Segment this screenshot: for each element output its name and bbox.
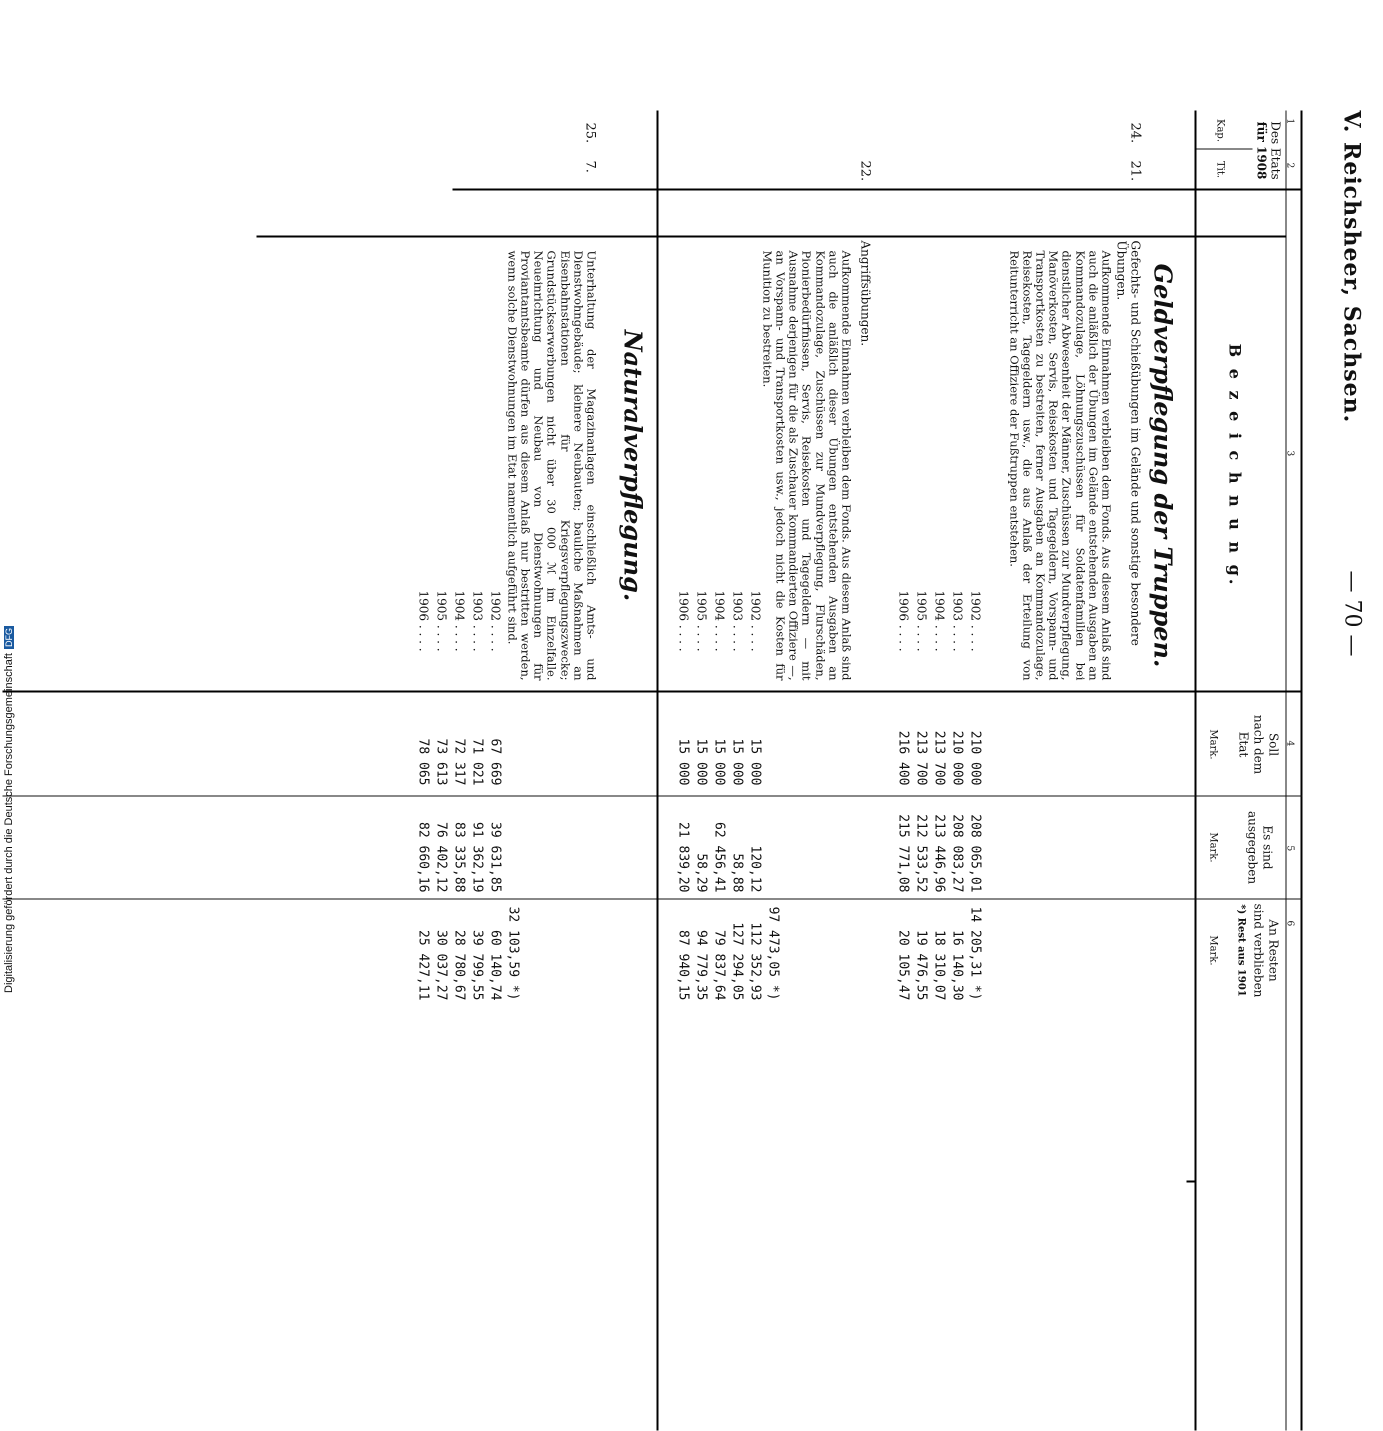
soll-value: 15 000 xyxy=(711,738,727,786)
rule-col4 xyxy=(3,691,1303,693)
soll-value: 213 700 xyxy=(931,730,947,786)
soll-value: 67 669 xyxy=(487,738,503,786)
year-label: 1903 . . . . xyxy=(950,590,965,652)
dfg-logo: DFG xyxy=(4,628,14,648)
dfg-credit xyxy=(2,600,16,1000)
head-des-etats: Des Etats xyxy=(1268,121,1283,180)
rest-value: 60 140,74 xyxy=(487,930,503,1001)
soll-value: 78 065 xyxy=(415,738,431,786)
year-label: 1906 . . . . xyxy=(896,590,911,652)
rest-value: 14 205,31 *) xyxy=(967,906,983,1001)
rule-colnum xyxy=(1286,111,1287,1431)
year-label: 1902 . . . . xyxy=(488,590,503,652)
rule-kap-tit xyxy=(453,189,1303,191)
ausg-value: 82 660,16 xyxy=(415,822,431,893)
entry-text: Unterhaltung der Magazinanlagen einschließlich Amts- und Dienstwohngebäude; kleinere Neubauten; bauliche Maßnahmen an Eisenbahnstationen für Kriegsverpflegungszwecke; Grundstückserwerbungen nicht über 30 000 ℳ im Einzelfalle. Neueinrichtung und Neubau von Dienstwohnungen für Proviantamtsbeamte dürfen aus diesem Anlaß nur bestritten werden, wenn solche Dienstwohnungen im Etat namentlich aufgeführt sind. xyxy=(505,250,599,681)
document-page xyxy=(0,51,1383,1001)
rest-value: 32 103,59 *) xyxy=(505,906,521,1001)
section-naturalverpflegung: Naturalverpflegung. xyxy=(618,329,648,602)
ausg-value: 58,29 xyxy=(693,853,709,893)
head-soll-1: Soll xyxy=(1266,732,1281,757)
year-label: 1902 . . . . xyxy=(968,590,983,652)
rest-value: 112 352,93 xyxy=(747,922,763,1001)
ausg-value: 91 362,19 xyxy=(469,822,485,893)
year-label: 1906 . . . . xyxy=(676,590,691,652)
year-label: 1905 . . . . xyxy=(434,590,449,652)
head-soll-unit: Mark. xyxy=(1207,729,1219,760)
ausg-value: 76 402,12 xyxy=(433,822,449,893)
head-ausg-unit: Mark. xyxy=(1207,832,1219,863)
tit-number: 22. xyxy=(857,160,873,182)
ausg-value: 39 631,85 xyxy=(487,822,503,893)
kap-number: 24. xyxy=(1127,122,1143,144)
rest-value: 19 476,55 xyxy=(913,930,929,1001)
year-label: 1903 . . . . xyxy=(730,590,745,652)
col-number-3: 3 xyxy=(1284,450,1295,457)
ausg-value: 62 456,41 xyxy=(711,822,727,893)
rest-value: 39 799,55 xyxy=(469,930,485,1001)
ausg-value: 213 446,96 xyxy=(931,814,947,893)
rest-value: 25 427,11 xyxy=(415,930,431,1001)
head-ausg-1: Es sind xyxy=(1260,825,1275,870)
year-label: 1904 . . . . xyxy=(932,590,947,652)
entry-title: Angriffsübungen. xyxy=(858,240,873,347)
ausg-value: 208 083,27 xyxy=(949,814,965,893)
year-label: 1904 . . . . xyxy=(452,590,467,652)
tit-number: 7. xyxy=(582,160,598,173)
head-rest-2: sind verblieben xyxy=(1251,903,1266,998)
soll-value: 72 317 xyxy=(451,738,467,786)
rule-col5 xyxy=(3,796,1303,797)
ausg-value: 208 065,01 xyxy=(967,814,983,893)
entry-text: Aufkommende Einnahmen verbleiben dem Fonds. Aus diesem Anlaß sind auch die anläßlich der Übungen im Gelände entstehenden Ausgaben an Kommandozulage, Löhnungszuschüssen für Soldatenfamilien bei dienstlicher Abwesenheit der Männer, Zuschüssen zur Mundverpflegung, Manöverkosten, Servis, Reisekosten und Tagegeldern, Vorspann- und Transportkosten zu bestreiten, ferner Ausgaben an Kommandozulage, Reisekosten, Tagegeldern usw., die aus Anlaß der Erteilung von Reitunterricht an Offiziere der Fußtruppen entstehen. xyxy=(1007,250,1114,681)
page-number: — 70 — xyxy=(1339,570,1365,657)
col-number-2: 2 xyxy=(1284,162,1295,169)
soll-value: 210 000 xyxy=(967,730,983,786)
year-label: 1903 . . . . xyxy=(470,590,485,652)
rule-text-start xyxy=(257,236,1287,238)
head-fuer-1908: für 1908 xyxy=(1254,121,1269,180)
head-rest-unit: Mark. xyxy=(1207,935,1219,966)
rule-top xyxy=(1301,111,1303,1431)
ausg-value: 120,12 xyxy=(747,845,763,893)
year-label: 1902 . . . . xyxy=(748,590,763,652)
section-geldverpflegung: Geldverpflegung der Truppen. xyxy=(1148,263,1178,668)
rule-col6 xyxy=(3,899,1303,900)
dfg-credit-text: Digitalisierung gefördert durch die Deutsche Forschungsgemeinschaft xyxy=(3,653,15,993)
head-soll-2: nach dem xyxy=(1251,714,1266,775)
year-label: 1904 . . . . xyxy=(712,590,727,652)
ausg-value: 215 771,08 xyxy=(895,814,911,893)
soll-value: 15 000 xyxy=(693,738,709,786)
head-soll-3: Etat xyxy=(1236,731,1251,758)
soll-value: 15 000 xyxy=(729,738,745,786)
soll-value: 15 000 xyxy=(747,738,763,786)
head-ausg-2: ausgegeben xyxy=(1245,810,1260,885)
rest-value: 87 940,15 xyxy=(675,930,691,1001)
col-number-5: 5 xyxy=(1284,845,1295,852)
year-label: 1905 . . . . xyxy=(694,590,709,652)
rule-section xyxy=(657,111,659,1431)
soll-value: 15 000 xyxy=(675,738,691,786)
soll-value: 213 700 xyxy=(913,730,929,786)
kap-number: 25. xyxy=(582,122,598,144)
col-number-6: 6 xyxy=(1284,920,1295,927)
rule-misc xyxy=(1187,1181,1197,1183)
soll-value: 210 000 xyxy=(949,730,965,786)
col-number-1: 1 xyxy=(1284,118,1295,125)
rule-header-bottom xyxy=(1195,111,1197,1431)
rest-value: 20 105,47 xyxy=(895,930,911,1001)
year-label: 1905 . . . . xyxy=(914,590,929,652)
rest-value: 28 780,67 xyxy=(451,930,467,1001)
ausg-value: 21 839,20 xyxy=(675,822,691,893)
soll-value: 71 021 xyxy=(469,738,485,786)
head-tit: Tit. xyxy=(1214,160,1226,179)
head-bezeichnung: B e z e i c h n u n g. xyxy=(1225,343,1245,588)
head-rest-3: *) Rest aus 1901 xyxy=(1235,904,1247,997)
entry-title: Gefechts- und Schießübungen im Gelände und sonstige besondere Übungen. xyxy=(1114,240,1143,646)
page-title: V. Reichsheer, Sachsen. xyxy=(1338,110,1365,424)
ausg-value: 83 335,88 xyxy=(451,822,467,893)
rest-value: 97 473,05 *) xyxy=(765,906,781,1001)
year-label: 1906 . . . . xyxy=(416,590,431,652)
entry-text: Aufkommende Einnahmen verbleiben dem Fonds. Aus diesem Anlaß sind auch die anläßlich dieser Übungen entstehenden Ausgaben an Kommandozulage, Zuschüssen zur Mundverpflegung, Flurschäden, Pionierbedürfnissen, Servis, Reisekosten und Tagegeldern — mit Ausnahme derjenigen für die als Zuschauer kommandierten Offiziere —, an Vorspann- und Transportkosten usw., jedoch nicht die Kosten für Munition zu bestreiten. xyxy=(760,250,854,681)
head-kap: Kap. xyxy=(1214,118,1226,142)
rest-value: 127 294,05 xyxy=(729,922,745,1001)
ausg-value: 212 533,52 xyxy=(913,814,929,893)
rest-value: 16 140,30 xyxy=(949,930,965,1001)
ausg-value: 58,88 xyxy=(729,853,745,893)
rest-value: 79 837,64 xyxy=(711,930,727,1001)
soll-value: 73 613 xyxy=(433,738,449,786)
rest-value: 94 779,35 xyxy=(693,930,709,1001)
col-number-4: 4 xyxy=(1284,740,1295,747)
rest-value: 18 310,07 xyxy=(931,930,947,1001)
rule-kap-split xyxy=(1197,149,1253,150)
tit-number: 21. xyxy=(1127,160,1143,182)
head-rest-1: An Resten xyxy=(1266,919,1281,982)
soll-value: 216 400 xyxy=(895,730,911,786)
rest-value: 30 037,27 xyxy=(433,930,449,1001)
